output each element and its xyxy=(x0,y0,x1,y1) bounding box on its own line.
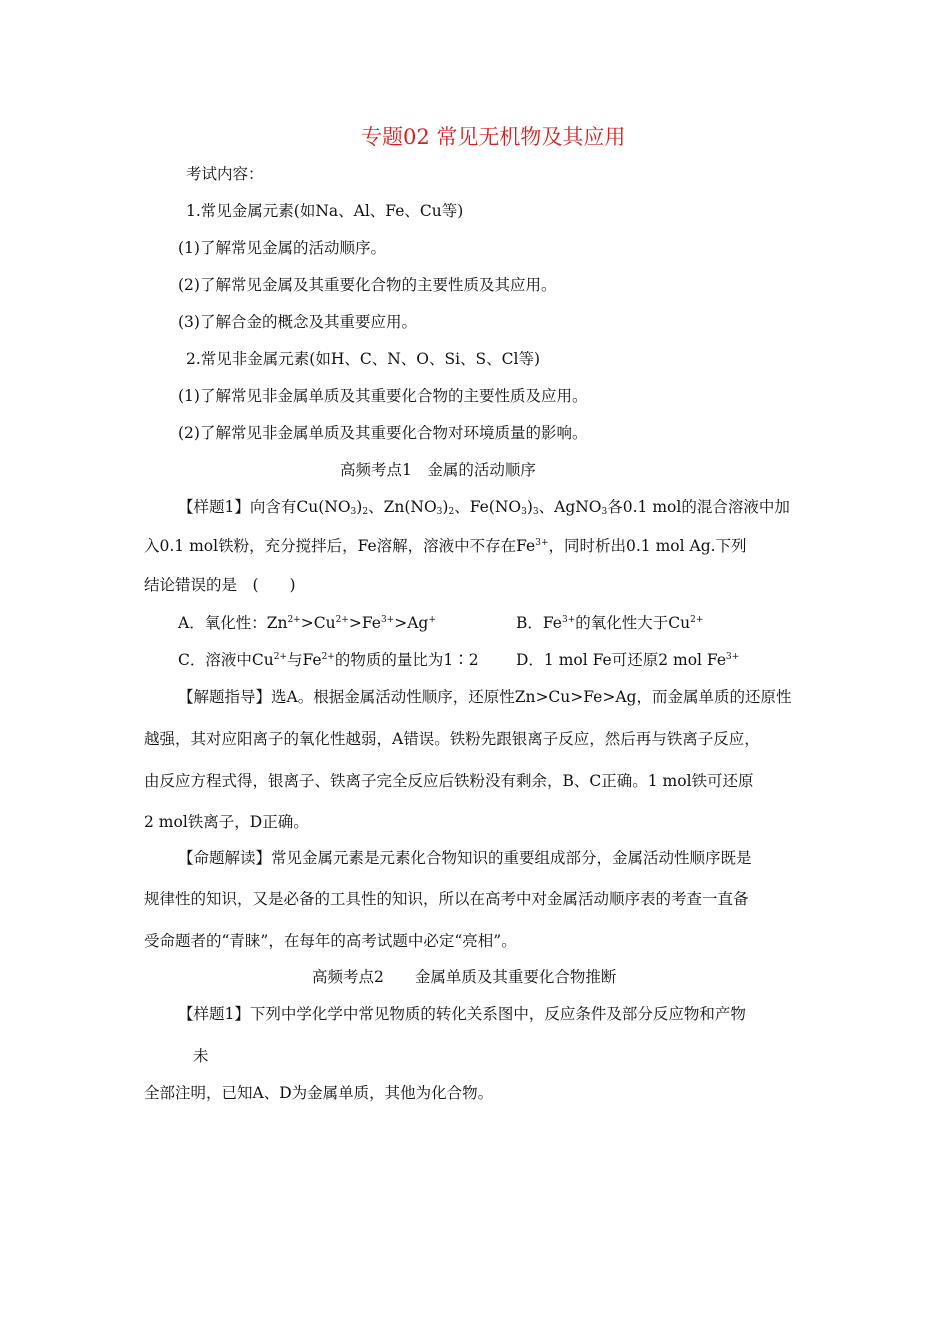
point1-heading: 高频考点1 金属的活动顺序 xyxy=(340,461,536,479)
interpretation-line: 规律性的知识，又是必备的工具性的知识，所以在高考中对金属活动顺序表的考查一直备 xyxy=(144,890,749,908)
point2-heading: 高频考点2 金属单质及其重要化合物推断 xyxy=(312,968,617,986)
metals-item: (1)了解常见金属的活动顺序。 xyxy=(178,239,386,257)
nonmetals-heading: 2.常见非金属元素(如H、C、N、O、Si、S、Cl等) xyxy=(186,350,541,368)
metals-item: (3)了解合金的概念及其重要应用。 xyxy=(178,313,417,331)
solution-guide-line: 2 mol铁离子，D正确。 xyxy=(144,813,309,831)
nonmetals-item: (2)了解常见非金属单质及其重要化合物对环境质量的影响。 xyxy=(178,424,588,442)
metals-item: (2)了解常见金属及其重要化合物的主要性质及其应用。 xyxy=(178,276,557,294)
point1-question-line: 结论错误的是 ( ) xyxy=(144,576,296,594)
point2-question-line: 全部注明，已知A、D为金属单质，其他为化合物。 xyxy=(144,1084,494,1102)
point2-question-line: 【样题1】下列中学化学中常见物质的转化关系图中，反应条件及部分反应物和产物 xyxy=(178,1005,746,1023)
option-a: A．氧化性：$Zn^{2+}>Cu^{2+}>Fe^{3+}>Ag^+$ xyxy=(178,614,436,632)
metals-heading: 1.常见金属元素(如Na、Al、Fe、Cu等) xyxy=(186,202,464,220)
option-b: B．$Fe^{3+}$的氧化性大于$Cu^{2+}$ xyxy=(516,614,704,632)
point2-question-line: 未 xyxy=(193,1047,209,1065)
solution-guide-line: 【解题指导】选A。根据金属活动性顺序，还原性Zn>Cu>Fe>Ag，而金属单质的还原性 xyxy=(178,688,792,706)
interpretation-line: 【命题解读】常见金属元素是元素化合物知识的重要组成部分，金属活动性顺序既是 xyxy=(178,849,752,867)
solution-guide-line: 由反应方程式得，银离子、铁离子完全反应后铁粉没有剩余，B、C正确。1 mol铁可还原 xyxy=(144,772,754,790)
option-d: D．1 mol Fe可还原2 mol $Fe^{3+}$ xyxy=(516,651,740,669)
interpretation-line: 受命题者的“青睐”，在每年的高考试题中必定“亮相”。 xyxy=(144,932,517,950)
point1-question-line: 入0.1 mol铁粉，充分搅拌后，Fe溶解，溶液中不存在$Fe^{3+}$，同时析出0.1 mol Ag.下列 xyxy=(144,537,747,555)
exam-content-label: 考试内容： xyxy=(186,165,264,183)
page-title: 专题02 常见无机物及其应用 xyxy=(361,125,626,149)
option-c: C．溶液中$Cu^{2+}$与$Fe^{2+}$的物质的量比为1∶2 xyxy=(178,651,479,669)
nonmetals-item: (1)了解常见非金属单质及其重要化合物的主要性质及应用。 xyxy=(178,387,588,405)
question-tag: 【样题1】 xyxy=(178,498,250,516)
solution-guide-line: 越强，其对应阳离子的氧化性越弱，A错误。铁粉先跟银离子反应，然后再与铁离子反应， xyxy=(144,730,760,748)
point1-question-line: 【样题1】向含有$Cu(NO_3)_2$、$Zn(NO_3)_2$、$Fe(NO_3)_3$、AgNO$_3$各0.1 mol的混合溶液中加 xyxy=(178,498,790,517)
